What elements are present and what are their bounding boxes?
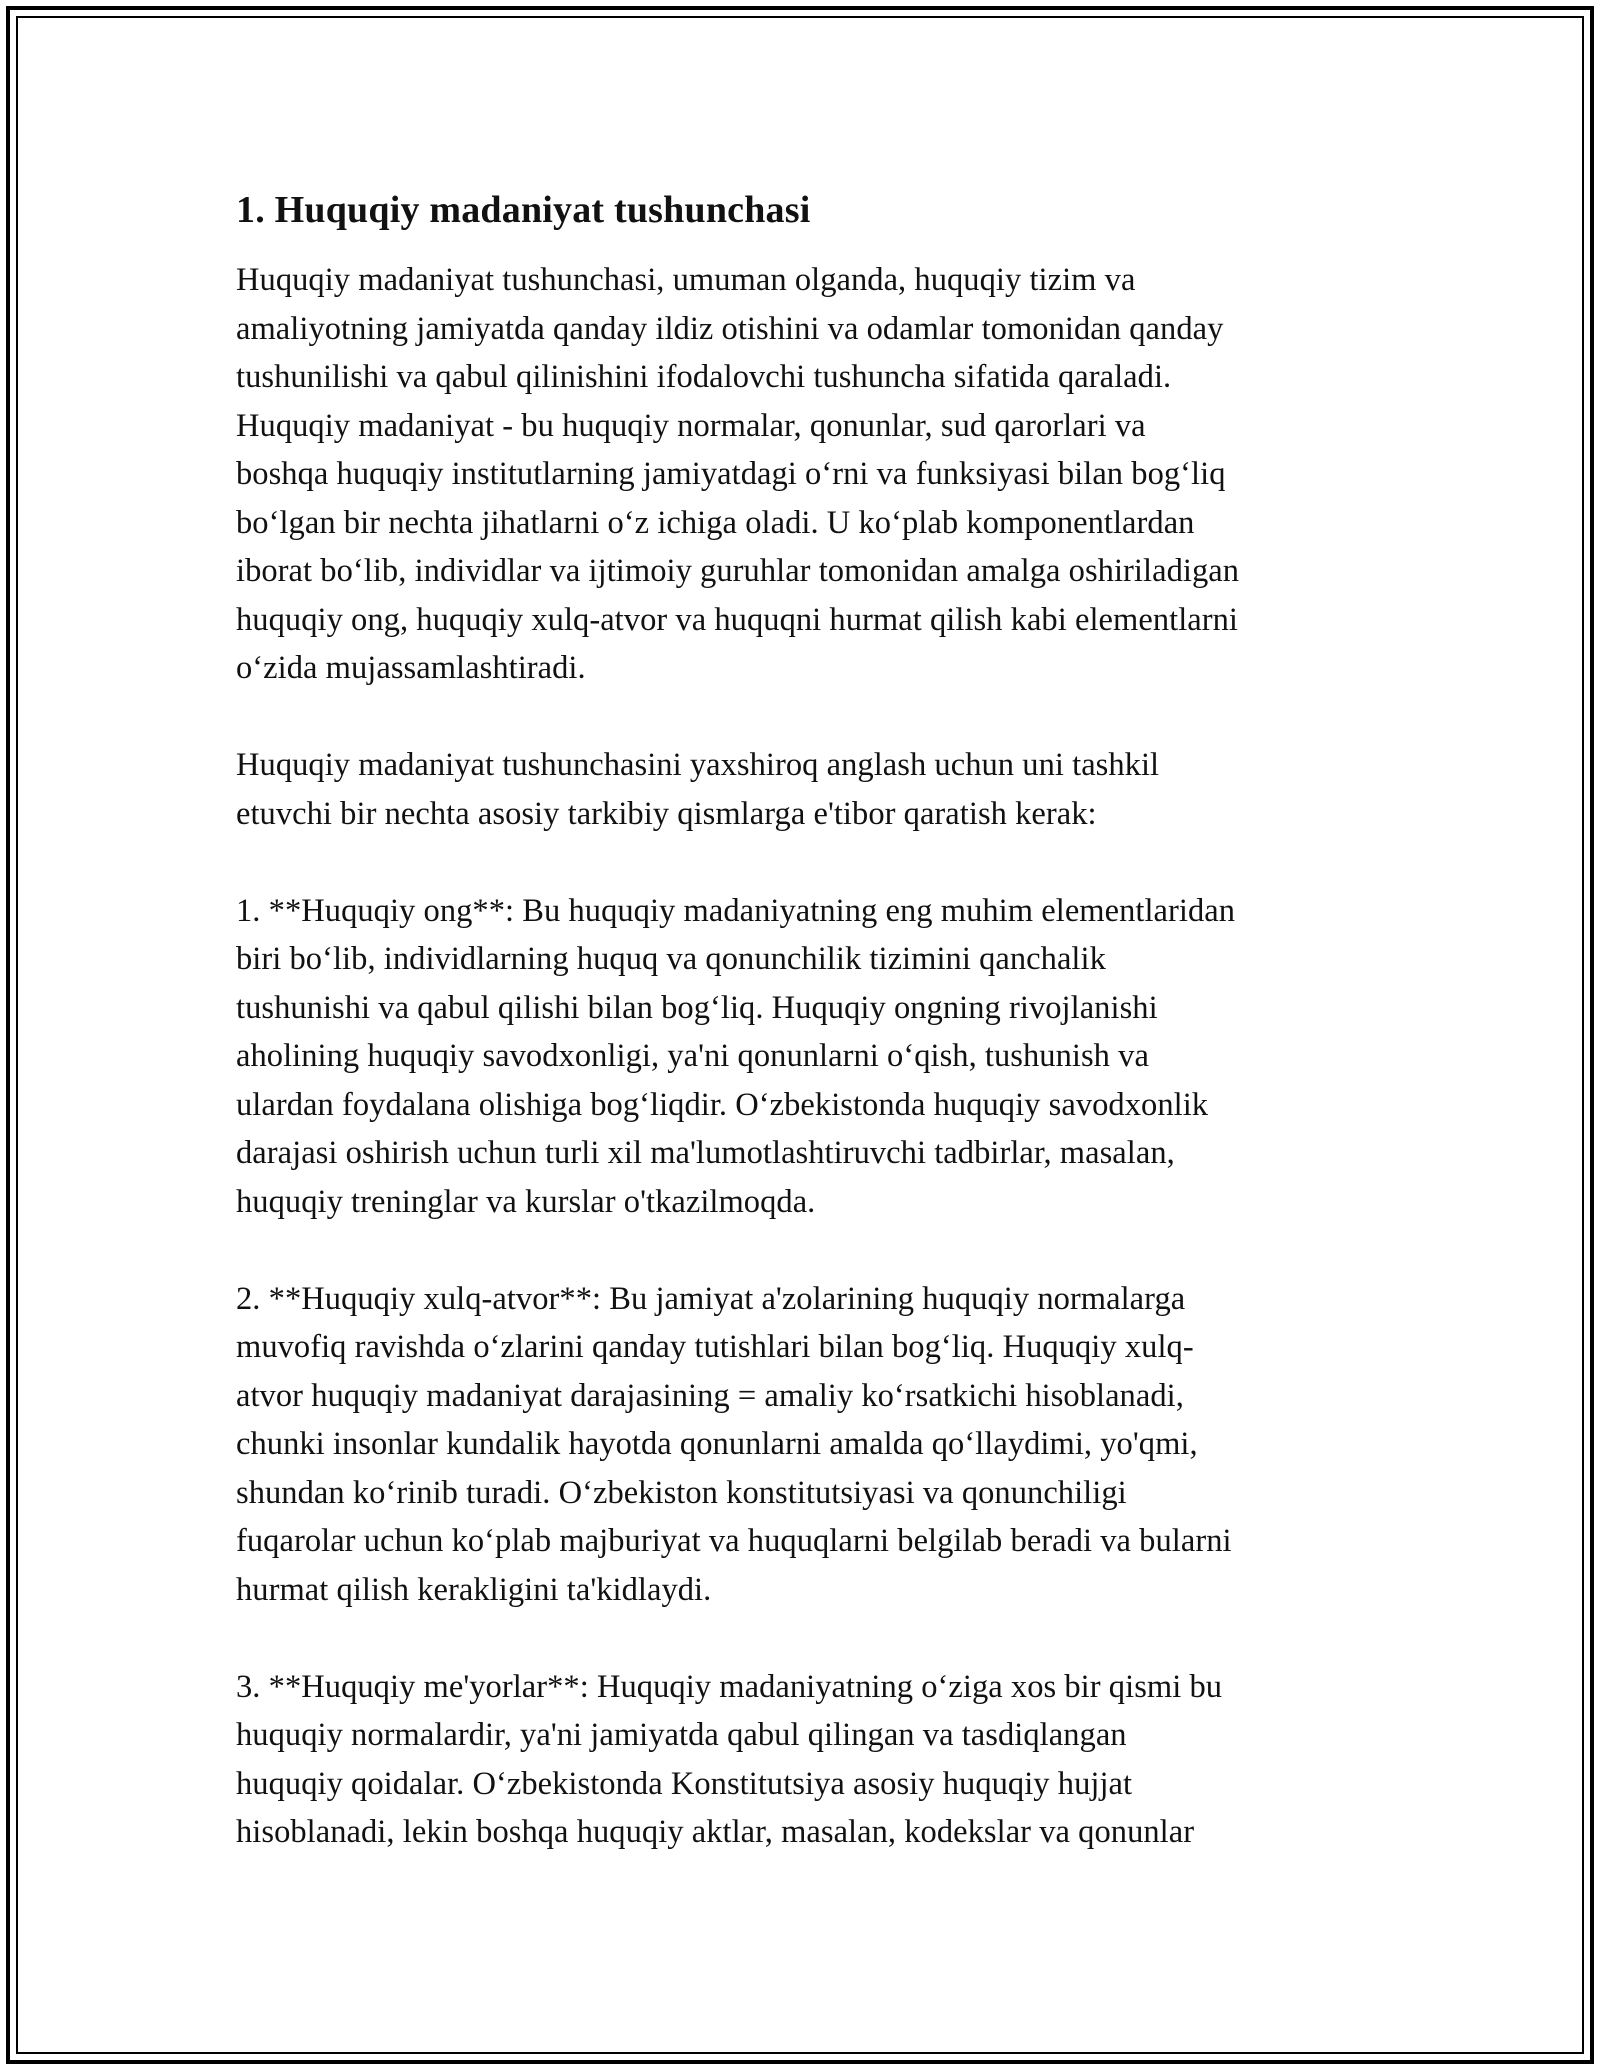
list-item-legal-consciousness — [236, 887, 1376, 1227]
list-item-legal-norms — [236, 1663, 1376, 1857]
text-line: chunki insonlar kundalik hayotda qonunlarni amalda qo‘llaydimi, yo'qmi, — [236, 1426, 1198, 1462]
text-line: Huquqiy madaniyat tushunchasi, umuman olganda, huquqiy tizim va — [236, 262, 1136, 298]
text-line: o‘zida mujassamlashtiradi. — [236, 650, 586, 686]
text-line: iborat bo‘lib, individlar va ijtimoiy guruhlar tomonidan amalga oshiriladigan — [236, 553, 1240, 589]
text-line: Huquqiy madaniyat - bu huquqiy normalar, qonunlar, sud qarorlari va — [236, 407, 1146, 444]
section-heading: 1. Huquqiy madaniyat tushunchasi — [236, 189, 811, 231]
text-line: biri bo‘lib, individlarning huquq va qonunchilik tizimini qanchalik — [236, 941, 1106, 977]
text-line: 2. **Huquqiy xulq-atvor**: Bu jamiyat a'zolarining huquqiy normalarga — [236, 1280, 1186, 1317]
paragraph-definition — [236, 256, 1376, 693]
text-line: aholining huquqiy savodxonligi, ya'ni qonunlarni o‘qish, tushunish va — [236, 1038, 1149, 1074]
text-line: tushunishi va qabul qilishi bilan bog‘liq. Huquqiy ongning rivojlanishi — [236, 989, 1158, 1026]
text-line: huquqiy normalardir, ya'ni jamiyatda qabul qilingan va tasdiqlangan — [236, 1717, 1127, 1753]
text-line: boshqa huquqiy institutlarning jamiyatdagi o‘rni va funksiyasi bilan bog‘liq — [236, 456, 1226, 492]
text-line: huquqiy ong, huquqiy xulq-atvor va huquqni hurmat qilish kabi elementlarni — [236, 601, 1239, 638]
text-line: atvor huquqiy madaniyat darajasining = amaliy ko‘rsatkichi hisoblanadi, — [236, 1377, 1184, 1414]
text-line: bo‘lgan bir nechta jihatlarni o‘z ichiga oladi. U ko‘plab komponentlardan — [236, 504, 1195, 541]
text-line: ulardan foydalana olishiga bog‘liqdir. O‘zbekistonda huquqiy savodxonlik — [236, 1086, 1209, 1123]
text-line: etuvchi bir nechta asosiy tarkibiy qismlarga e'tibor qaratish kerak: — [236, 795, 1097, 832]
paragraph-intro-components — [236, 741, 1376, 838]
text-line: Huquqiy madaniyat tushunchasini yaxshiroq anglash uchun uni tashkil — [236, 747, 1160, 783]
text-line: huquqiy qoidalar. O‘zbekistonda Konstitutsiya asosiy huquqiy hujjat — [236, 1765, 1133, 1802]
text-line: hurmat qilish kerakligini ta'kidlaydi. — [236, 1571, 712, 1608]
list-item-legal-behavior — [236, 1275, 1376, 1615]
text-line: darajasi oshirish uchun turli xil ma'lumotlashtiruvchi tadbirlar, masalan, — [236, 1135, 1175, 1171]
text-line: fuqarolar uchun ko‘plab majburiyat va huquqlarni belgilab beradi va bularni — [236, 1523, 1232, 1559]
text-line: huquqiy treninglar va kurslar o'tkazilmoqda. — [236, 1183, 816, 1220]
text-line: tushunilishi va qabul qilinishini ifodalovchi tushuncha sifatida qaraladi. — [236, 359, 1172, 395]
text-line: 1. **Huquqiy ong**: Bu huquqiy madaniyatning eng muhim elementlaridan — [236, 892, 1236, 929]
text-line: muvofiq ravishda o‘zlarini qanday tutishlari bilan bog‘liq. Huquqiy xulq- — [236, 1329, 1194, 1365]
document-body — [236, 186, 1376, 1905]
text-line: amaliyotning jamiyatda qanday ildiz otishini va odamlar tomonidan qanday — [236, 310, 1224, 347]
text-line: hisoblanadi, lekin boshqa huquqiy aktlar, masalan, kodekslar va qonunlar — [236, 1814, 1195, 1850]
text-line: shundan ko‘rinib turadi. O‘zbekiston konstitutsiyasi va qonunchiligi — [236, 1474, 1127, 1511]
text-line: 3. **Huquqiy me'yorlar**: Huquqiy madaniyatning o‘ziga xos bir qismi bu — [236, 1668, 1223, 1705]
